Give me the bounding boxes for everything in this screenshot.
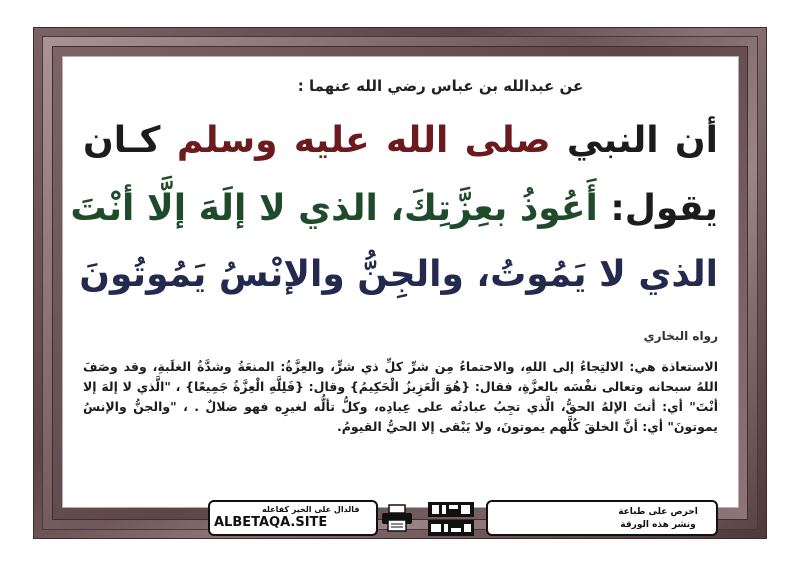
- hadith-line-2: [70, 188, 718, 229]
- narrator-line: عن عبدالله بن عباس رضي الله عنهما :: [297, 77, 584, 95]
- site-box: [208, 500, 378, 536]
- print-notice-box: [486, 500, 718, 536]
- printer-icon: [380, 504, 414, 532]
- supplication-text: أَعُوذُ بعِزَّتِكَ، الذي لا إلَهَ إلَّا أنْتَ: [70, 188, 598, 229]
- footer: [208, 500, 718, 538]
- hadith-text: أن النبي: [566, 120, 718, 161]
- hadith-line-1: [83, 120, 718, 161]
- supplication-text: الذي لا يَمُوتُ، والجِنُّ والإنْسُ يَمُوتُونَ: [79, 254, 718, 295]
- logo-icon: [426, 500, 476, 538]
- hadith-card: [62, 56, 739, 530]
- hadith-text: كـان: [83, 120, 161, 161]
- print-notice: احرص على طباعة ونشر هذه الورقة: [618, 507, 698, 530]
- salutation-text: صلى الله عليه وسلم: [176, 120, 551, 161]
- site-slogan: فالدال على الخير كفاعله: [262, 505, 360, 514]
- hadith-source: رواه البخاري: [643, 329, 718, 343]
- site-link[interactable]: ALBETAQA.SITE: [214, 515, 328, 530]
- hadith-line-3: [79, 254, 718, 295]
- explanation-paragraph: الاستعاذة هي: الالتِجاءُ إلى اللهِ، والاحتماءُ مِن شرِّ كلِّ ذي شرٍّ، والعِزَّةُ: المنعَةُ وشدَّةُ الغلَبةِ، وقد وصَفَ اللهُ سبحانه وتعالى نفْسَه بالعزَّةِ، فقال: {هُوَ الْعَزِيزُ الْحَكِيمُ} وقال: {فَلِلَّهِ الْعِزَّةُ جَمِيعًا} ، "الَّذي لا إلهَ إلا أنْتَ" أي: أنتَ الإلهُ الحقُّ، الَّذي تجِبُ عبادتُه على عِبادِه، وكلُّ تألُّه لغيرِه فهو ضلالٌ . ، "والجنُّ والإنسُ يموتونَ" أي: أنَّ الخلقَ كُلَّهم يموتونَ، ولا يَبْقى إلا الحيُّ القيومُ.: [83, 359, 718, 434]
- hadith-text: يقول:: [610, 188, 718, 229]
